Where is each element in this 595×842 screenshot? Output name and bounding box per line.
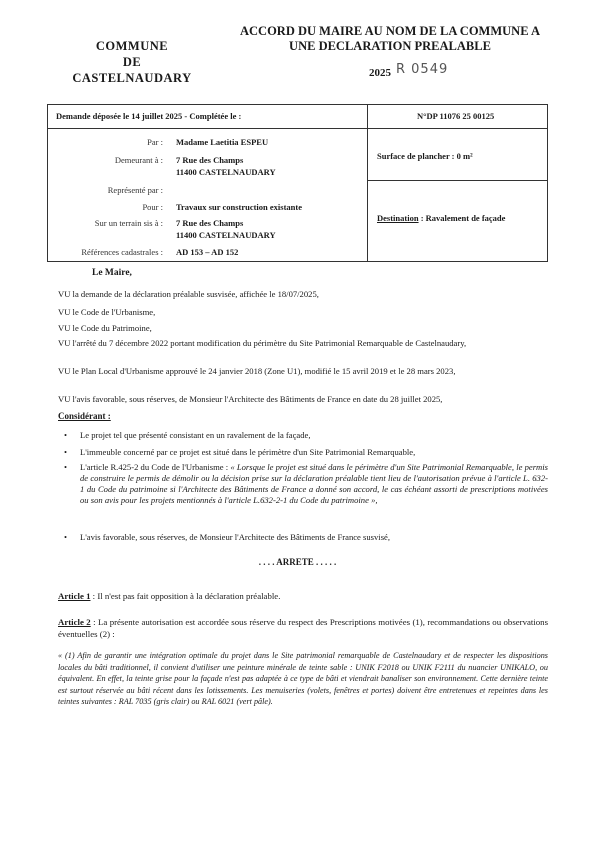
bullet-icon: • [64,430,68,440]
divider [367,128,368,261]
considerant-text: L'avis favorable, sous réserves, de Monsieur l'Architecte des Bâtiments de France susvisé, [80,532,390,542]
par-label: Par : [147,137,163,147]
bullet-icon: • [64,532,68,542]
article-1 [58,590,548,602]
box-header [48,105,547,129]
demeurant-line1: 7 Rue des Champs [176,155,244,165]
article-2-text: : La présente autorisation est accordée sous réserve du respect des Prescriptions motivées (1), recommandations ou observations éventuelles (2) : [58,617,549,639]
terrain-label: Sur un terrain sis à : [94,218,163,228]
commune-line: DE [122,55,142,69]
destination-label: Destination [377,213,419,223]
handwritten-number: R 0549 [396,62,449,77]
references-label: Références cadastrales : [81,247,163,257]
title-line: UNE DECLARATION PREALABLE [289,39,491,53]
article-1-label: Article 1 [58,591,91,601]
terrain-line2: 11400 CASTELNAUDARY [176,230,276,240]
file-number: N°DP 11076 25 00125 [417,111,495,121]
commune-line: CASTELNAUDARY [72,71,192,85]
considerant-text [80,462,548,506]
application-box [47,104,548,262]
considerant-text: L'immeuble concerné par ce projet est situé dans le périmètre d'un Site Patrimonial Remarquable, [80,447,416,457]
represente-label: Représenté par : [107,185,163,195]
vu-paragraph: VU la demande de la déclaration préalable susvisée, affichée le 18/07/2025, [58,289,319,299]
considerant-text: Le projet tel que présenté consistant en un ravalement de la façade, [80,430,311,440]
par-value: Madame Laetitia ESPEU [176,137,269,147]
pour-value: Travaux sur construction existante [176,202,303,212]
considerant-item [64,447,548,458]
divider [368,180,547,181]
vu-paragraph: VU le Code de l'Urbanisme, [58,307,156,317]
destination-value: : Ravalement de façade [418,213,506,223]
article-quote: « Lorsque le projet est situé dans le périmètre d'un Site Patrimonial Remarquable, le permis de construire le permis de démolir ou la décision prise sur la déclaration préalable tient lieu de l'autorisation prévue à l'article L. 632-1 du Code du patrimoine si l'Architecte des Bâtiments de France a donné son accord, le cas échéant assorti de prescriptions motivées ou son avis pour les projets mentionnés à l'article L.632-2-1 du Code du patrimoine », [80,462,548,505]
arrete-heading: . . . . ARRETE . . . . . [258,557,337,567]
vu-paragraph: VU le Code du Patrimoine, [58,323,152,333]
article-1-text: : Il n'est pas fait opposition à la déclaration préalable. [90,591,281,601]
references-value: AD 153 – AD 152 [176,247,239,257]
demeurant-line2: 11400 CASTELNAUDARY [176,167,276,177]
commune-line: COMMUNE [95,39,169,53]
bullet-icon: • [64,462,68,472]
article-2 [58,616,548,640]
year: 2025 [369,67,391,79]
document-title [205,24,575,54]
bullet-icon: • [64,447,68,457]
prescriptions-quote: « (1) Afin de garantir une intégration optimale du projet dans le Site patrimonial remarquable de Castelnaudary et de respecter les dispositions locales du bâti traditionnel, il convient d'utiliser une peinture minérale de teinte sable : UNIK F2018 ou UNIK F2111 du nuancier UNIKALO, ou équivalent. En effet, la teinte grise pour la façade n'est pas adaptée à ce type de bâti et viendrait banaliser son environnement. Cette dernière teinte est surtout réservée au bâti récent dans les lotissements. Les menuiseries (volets, fenêtres et portes) doivent être entretenues et repeintes dans les teintes suivantes : RAL 7035 (gris clair) ou RAL 6021 (vert pâle). [58,651,548,706]
maire-heading: Le Maire, [92,268,132,278]
considerant-item [64,430,548,441]
deposit-date: Demande déposée le 14 juillet 2025 - Complétée le : [56,111,242,121]
considerant-item [64,532,548,543]
vu-paragraph: VU le Plan Local d'Urbanisme approuvé le 24 janvier 2018 (Zone U1), modifié le 15 avril 2019 et le 28 mars 2023, [58,366,456,376]
pour-label: Pour : [142,202,163,212]
commune-header [62,38,202,86]
destination [377,213,505,223]
terrain-line1: 7 Rue des Champs [176,218,244,228]
title-line: ACCORD DU MAIRE AU NOM DE LA COMMUNE A [240,24,540,38]
vu-paragraph: VU l'arrêté du 7 décembre 2022 portant modification du périmètre du Site Patrimonial Remarquable de Castelnaudary, [58,338,467,348]
vu-paragraph: VU l'avis favorable, sous réserves, de Monsieur l'Architecte des Bâtiments de France en date du 28 juillet 2025, [58,394,443,404]
divider [367,105,368,128]
article-2-label: Article 2 [58,617,91,627]
demeurant-label: Demeurant à : [114,155,163,165]
considerant-heading: Considérant : [58,411,111,421]
considerant-item [64,462,548,506]
surface-plancher: Surface de plancher : 0 m² [377,151,473,161]
article-reference: L'article R.425-2 du Code de l'Urbanisme : [80,462,231,472]
